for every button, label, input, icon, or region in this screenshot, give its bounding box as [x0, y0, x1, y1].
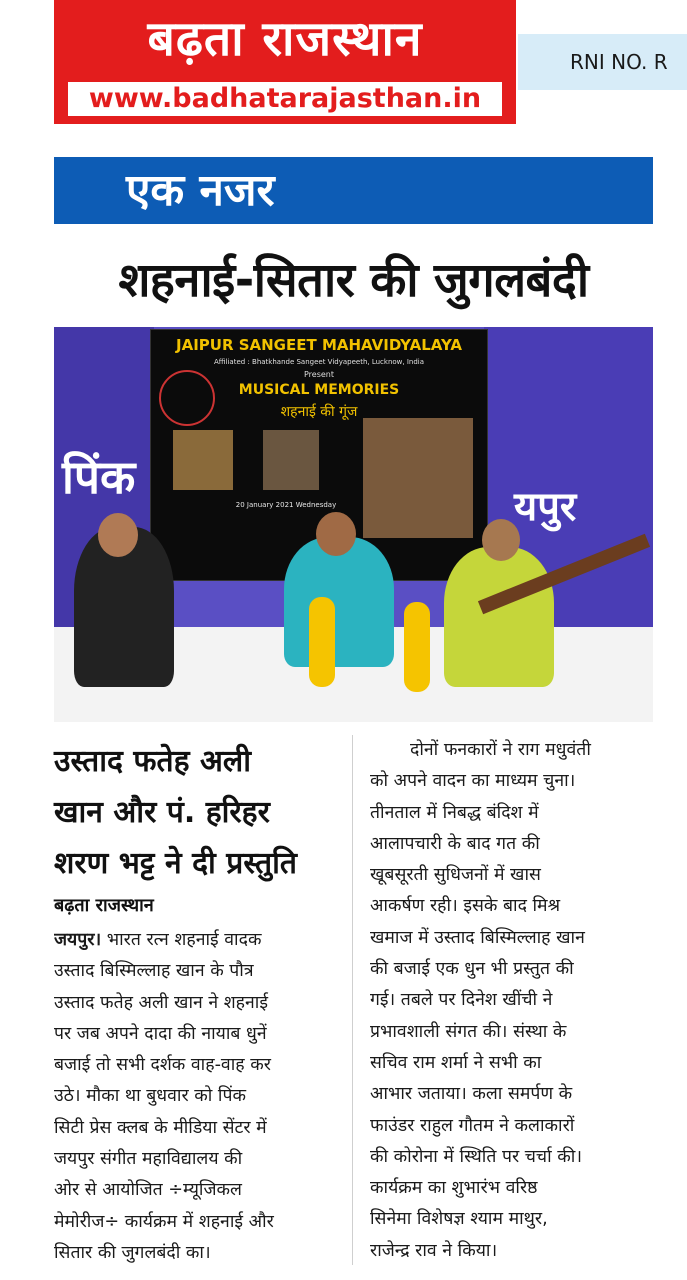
article-line: खमाज में उस्ताद बिस्मिल्लाह खान [370, 927, 585, 948]
subheadline-line: शरण भट्ट ने दी प्रस्तुति [54, 846, 297, 881]
article-line: सिटी प्रेस क्लब के मीडिया सेंटर में [54, 1117, 267, 1138]
article-line: पर जब अपने दादा की नायाब धुनें [54, 1023, 267, 1044]
article-line: की बजाई एक धुन भी प्रस्तुत की [370, 959, 574, 980]
article-line: आलापचारी के बाद गत की [370, 833, 540, 854]
article-line: गई। तबले पर दिनेश खींची ने [370, 990, 553, 1011]
article-line [54, 925, 338, 956]
event-photo [54, 327, 653, 722]
article-line: की कोरोना में स्थिति पर चर्चा की। [370, 1146, 582, 1167]
article-line: सितार की जुगलबंदी का। [54, 1242, 211, 1263]
subheadline-line: खान और पं. हरिहर [54, 795, 270, 830]
article-line: बजाई तो सभी दर्शक वाह-वाह कर [54, 1055, 271, 1076]
article-line: सिनेमा विशेषज्ञ श्याम माथुर, [370, 1209, 548, 1230]
flower-garland [309, 597, 335, 687]
dateline: जयपुर। [54, 930, 102, 950]
article-line: उठे। मौका था बुधवार को पिंक [54, 1086, 246, 1107]
rni-number: RNI NO. R [518, 34, 687, 90]
article-column-right [370, 735, 652, 1267]
newspaper-url[interactable]: www.badhatarajasthan.in [68, 82, 502, 116]
masthead [54, 0, 516, 124]
article-line: राजेन्द्र राव ने किया। [370, 1240, 498, 1261]
article-line: आकर्षण रही। इसके बाद मिश्र [370, 896, 561, 917]
article-line-text: भारत रत्न शहनाई वादक [106, 930, 262, 950]
article-line: प्रभावशाली संगत की। संस्था के [370, 1021, 567, 1042]
banner-artist-photo [173, 430, 233, 490]
article-line: खूबसूरती सुधिजनों में खास [370, 865, 541, 886]
column-divider [352, 735, 353, 1265]
article-line: को अपने वादन का माध्यम चुना। [370, 771, 576, 792]
article-line: जयपुर संगीत महाविद्यालय की [54, 1149, 243, 1170]
photo-wall-text-left: पिंक [62, 450, 136, 504]
article-line: तीनताल में निबद्ध बंदिश में [370, 802, 539, 823]
article-line: आभार जताया। कला समर्पण के [370, 1084, 573, 1105]
sitar-player-head [482, 519, 520, 561]
headline: शहनाई-सितार की जुगलबंदी [118, 253, 589, 308]
banner-artist-photo [363, 418, 473, 538]
byline: बढ़ता राजस्थान [54, 895, 154, 916]
article-line: सचिव राम शर्मा ने सभी का [370, 1052, 542, 1073]
article-line: ओर से आयोजित ÷म्यूजिकल [54, 1180, 242, 1201]
article-line: फाउंडर राहुल गौतम ने कलाकारों [370, 1115, 575, 1136]
article-line: उस्ताद फतेह अली खान ने शहनाई [54, 992, 268, 1013]
photo-wall-text-right: यपुर [514, 484, 577, 530]
banner-affiliation: Affiliated : Bhatkhande Sangeet Vidyapeeth, Lucknow, India [213, 358, 425, 366]
flower-garland [404, 602, 430, 692]
section-title: एक नजर [54, 157, 653, 224]
banner-event-name: MUSICAL MEMORIES [238, 382, 400, 398]
subheadline-line: उस्ताद फतेह अली [54, 744, 251, 779]
shehnai-player [284, 537, 394, 667]
article-line: मेमोरीज÷ कार्यक्रम में शहनाई और [54, 1211, 274, 1232]
newspaper-name: बढ़ता राजस्थान [147, 11, 423, 67]
banner-date: 20 January 2021 Wednesday [235, 501, 337, 509]
article-line: उस्ताद बिस्मिल्लाह खान के पौत्र [54, 961, 254, 982]
article-line: कार्यक्रम का शुभारंभ वरिष्ठ [370, 1178, 538, 1199]
banner-hindi-subtitle: शहनाई की गूंज [280, 404, 358, 420]
shehnai-player-head [316, 512, 356, 556]
tabla-player-head [98, 513, 138, 557]
article-column-left [54, 925, 338, 1269]
sitar-player [444, 547, 554, 687]
banner-artist-photo [263, 430, 319, 490]
banner-title: JAIPUR SANGEET MAHAVIDYALAYA [176, 336, 462, 354]
article-line: दोनों फनकारों ने राग मधुवंती [410, 740, 591, 760]
banner-present: Present [303, 370, 334, 379]
article-subheadline [54, 736, 344, 889]
